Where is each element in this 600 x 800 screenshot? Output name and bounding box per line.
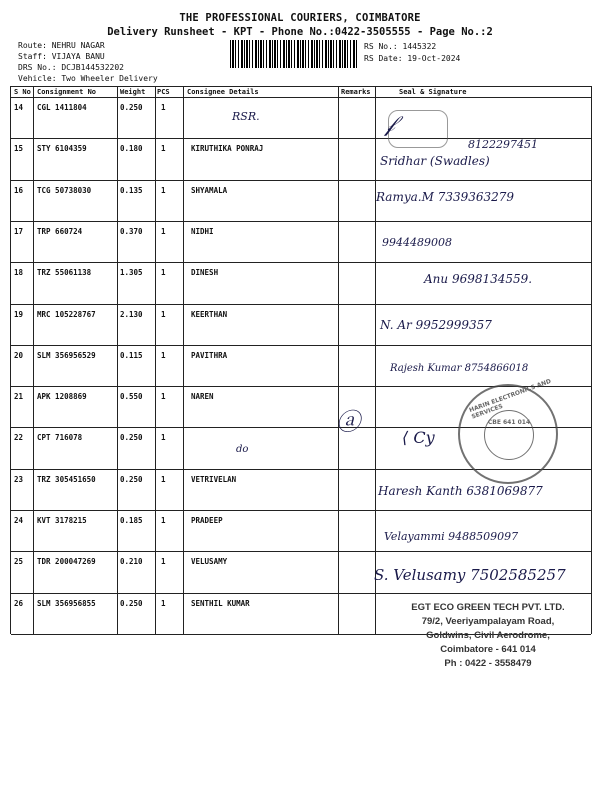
cell-weight: 2.130 [120,309,143,319]
cell-sno: 18 [14,268,24,278]
handwritten-initials: RSR. [232,110,260,123]
cell-consignee: KEERTHAN [191,309,228,319]
cell-sno: 22 [14,433,24,443]
cell-weight: 0.250 [120,598,143,608]
seal-stamp [388,110,448,148]
cell-pcs: 1 [161,226,166,236]
col-header-consignee: Consignee Details [187,88,259,96]
runsheet-subtitle: Delivery Runsheet - KPT - Phone No.:0422-3505555 - Page No.:2 [107,26,493,38]
cell-pcs: 1 [161,598,166,608]
signature-15-name: Sridhar (Swadles) [380,154,490,168]
cell-pcs: 1 [161,144,166,154]
cell-pcs: 1 [161,474,166,484]
col-header-pcs: PCS [157,88,170,96]
col-header-signature: Seal & Signature [399,88,467,96]
cell-pcs: 1 [161,309,166,319]
cell-sno: 20 [14,350,24,360]
col-header-remarks: Remarks [341,88,371,96]
cell-pcs: 1 [161,268,166,278]
signature-16: Ramya.M 7339363279 [376,190,515,204]
cell-pcs: 1 [161,433,166,443]
cell-consignee: DINESH [191,268,219,278]
cell-weight: 0.115 [120,350,143,360]
signature-18: Anu 9698134559. [424,272,533,286]
cell-consignee: KIRUTHIKA PONRAJ [191,144,264,154]
cell-consignee: SHYAMALA [191,185,228,195]
cell-consignment: KVT 3178215 [37,516,87,525]
cell-consignee: VELUSAMY [191,557,228,567]
cell-weight: 0.210 [120,557,143,567]
cell-weight: 1.305 [120,268,143,278]
runsheet-table [10,86,592,634]
signature-22: ⟨ Cy [402,428,435,447]
signature-25: S. Velusamy 7502585257 [374,566,566,584]
cell-weight: 0.250 [120,474,143,484]
col-header-weight: Weight [120,88,146,96]
cell-consignment: CGL 1411804 [37,103,87,112]
cell-consignment: TRP 660724 [37,226,83,236]
cell-consignment: TRZ 305451650 [37,474,96,484]
cell-sno: 16 [14,185,24,195]
cell-weight: 0.550 [120,392,143,402]
signature-24: Velayammi 9488509097 [384,530,519,543]
cell-pcs: 1 [161,185,166,195]
cell-consignment: APK 1208869 [37,392,87,402]
rs-date: RS Date: 19-Oct-2024 [364,54,461,63]
cell-consignment: TDR 200047269 [37,557,96,567]
signature-19: N. Ar 9952999357 [380,318,492,332]
staff: Staff: VIJAYA BANU [18,52,105,61]
cell-sno: 17 [14,226,24,236]
signature-20: Rajesh Kumar 8754866018 [390,363,529,374]
cell-consignee: VETRIVELAN [191,474,237,484]
cell-consignee: PRADEEP [191,516,223,525]
drs-number: DRS No.: DCJB144532202 [18,63,124,72]
signature-14: 𝒻 [385,112,395,137]
cell-sno: 15 [14,144,24,154]
cell-weight: 0.135 [120,185,143,195]
cell-consignment: SLM 356956855 [37,598,96,608]
cell-pcs: 1 [161,350,166,360]
cell-consignment: TRZ 55061138 [37,268,92,278]
cell-consignment: SLM 356956529 [37,350,96,360]
cell-weight: 0.185 [120,516,143,525]
cell-sno: 23 [14,474,24,484]
cell-pcs: 1 [161,557,166,567]
company-round-stamp: HARIN ELECTRONICS AND SERVICES CBE 641 014 [458,384,558,484]
cell-sno: 26 [14,598,24,608]
consignee-ditto: do [236,444,249,455]
vehicle: Vehicle: Two Wheeler Delivery [18,74,158,83]
cell-sno: 19 [14,309,24,319]
cell-pcs: 1 [161,392,166,402]
cell-pcs: 1 [161,516,166,525]
cell-weight: 0.250 [120,433,143,443]
rs-number: RS No.: 1445322 [364,42,437,51]
cell-weight: 0.250 [120,103,143,112]
col-header-sno: S No [14,88,31,96]
cell-sno: 14 [14,103,24,112]
cell-consignee: PAVITHRA [191,350,228,360]
cell-sno: 21 [14,392,24,402]
signature-17: 9944489008 [382,236,452,249]
cell-consignment: CPT 716078 [37,433,83,443]
remarks-mark: ⓐ [336,408,360,436]
cell-weight: 0.370 [120,226,143,236]
cell-weight: 0.180 [120,144,143,154]
signature-23: Haresh Kanth 6381069877 [378,484,543,498]
cell-sno: 25 [14,557,24,567]
col-header-consignment: Consignment No [37,88,97,96]
cell-sno: 24 [14,516,24,525]
cell-consignment: MRC 105228767 [37,309,96,319]
cell-consignment: STY 6104359 [37,144,87,154]
barcode [230,40,358,68]
route: Route: NEHRU NAGAR [18,41,105,50]
company-title: THE PROFESSIONAL COURIERS, COIMBATORE [179,12,421,24]
cell-consignee: SENTHIL KUMAR [191,598,250,608]
cell-consignee: NAREN [191,392,214,402]
cell-consignment: TCG 50738030 [37,185,92,195]
signature-15-phone: 8122297451 [468,138,538,151]
cell-consignee: NIDHI [191,226,214,236]
cell-pcs: 1 [161,103,166,112]
